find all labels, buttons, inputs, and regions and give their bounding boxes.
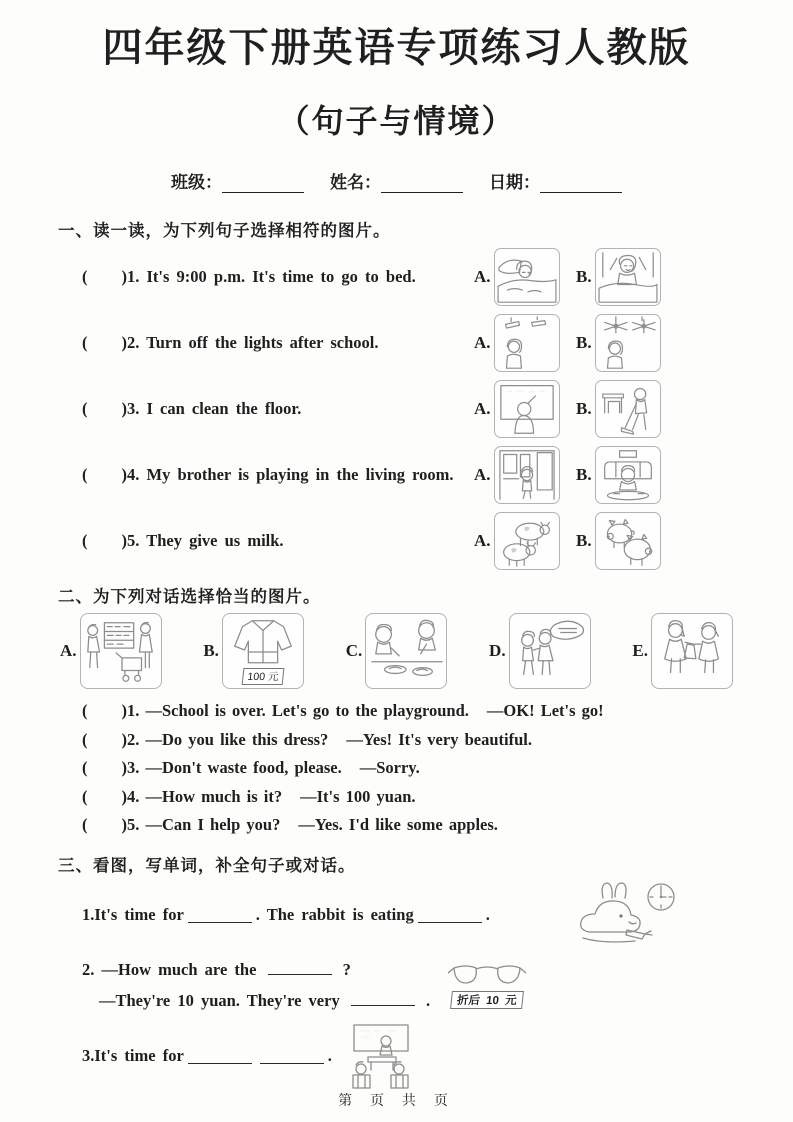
dialogue-question: —Don't waste food, please. [145, 758, 342, 777]
dialogue-number: 3. [127, 758, 140, 777]
section3-heading: 三、看图，写单词，补全句子或对话。 [58, 856, 356, 875]
dialogue-item-2 [58, 726, 735, 755]
boy-mopping-floor-icon [595, 380, 661, 438]
sentence-part: —How much are the [101, 959, 257, 979]
option-e [632, 613, 733, 689]
option-a [474, 248, 576, 306]
option-a [474, 314, 576, 372]
fill-in-blank [188, 1048, 252, 1064]
dialogue-answer: —It's 100 yuan. [300, 786, 416, 806]
dialogue-item-4 [58, 783, 735, 812]
girl-sleeping-in-bed-icon [494, 248, 560, 306]
question-sentence: I can clean the floor. [146, 399, 302, 418]
date-field [489, 168, 622, 193]
student-info-line [58, 168, 735, 193]
dialogue-answer: —Yes. I'd like some apples. [298, 815, 498, 834]
sentence-part: . [327, 1045, 332, 1065]
question-number: 1. [127, 267, 140, 286]
classroom-lesson-icon [342, 1020, 420, 1092]
option-c-label: C. [345, 641, 363, 660]
boy-standing-in-kitchen-icon [494, 446, 560, 504]
section3-item-1 [58, 880, 735, 950]
dialogue-answer: —Sorry. [359, 758, 420, 777]
option-b [203, 613, 304, 689]
name-blank [381, 176, 463, 193]
sentence-part: . The rabbit is eating [255, 904, 414, 924]
section2-heading: 二、为下列对话选择恰当的图片。 [58, 588, 321, 606]
section1-item-4 [58, 445, 735, 505]
dialogue-answer: —Yes! It's very beautiful. [346, 729, 532, 749]
section1-item-5 [58, 511, 735, 571]
sentence-part: . [425, 990, 431, 1010]
sunglasses-with-discount-tag-icon [448, 960, 526, 1009]
question-text [82, 333, 474, 353]
jacket-with-price-tag-icon [222, 613, 304, 689]
option-b [576, 380, 678, 438]
dialogue-question: —Do you like this dress? [145, 729, 329, 749]
question-sentence: It's 9:00 p.m. It's time to go to bed. [146, 267, 416, 286]
option-a [474, 380, 576, 438]
girl-looking-at-lights-on-icon [595, 314, 661, 372]
sentence-part: ? [342, 959, 351, 979]
girl-waking-up-stretching-icon [595, 248, 661, 306]
page-footer: 第 页 共 页 [338, 1092, 455, 1108]
girls-looking-at-dress-icon [651, 613, 733, 689]
answer-bracket: ( ) [82, 399, 127, 418]
dialogue-lines [82, 954, 430, 1016]
answer-bracket: ( ) [82, 267, 127, 286]
section2-dialogues [58, 697, 735, 840]
option-a [474, 446, 576, 504]
question-text [82, 399, 474, 419]
section1-item-3 [58, 379, 735, 439]
option-d [489, 613, 591, 689]
question-number: 5. [127, 531, 140, 550]
answer-bracket: ( ) [82, 815, 127, 834]
child-playing-in-living-room-icon [595, 446, 661, 504]
question-number: 3. [127, 399, 140, 418]
section2-options-row [58, 613, 735, 689]
answer-bracket: ( ) [82, 465, 127, 484]
class-blank [222, 176, 304, 193]
dialogue-question: —School is over. Let's go to the playground. [145, 701, 469, 720]
section1-heading: 一、读一读，为下列句子选择相符的图片。 [58, 222, 391, 240]
option-a-label: A. [474, 399, 491, 418]
option-c [346, 613, 448, 689]
option-a-label: A. [474, 531, 491, 550]
question-sentence: Turn off the lights after school. [146, 333, 379, 352]
item-number: 1. [82, 904, 95, 924]
section1-item-1 [58, 247, 735, 307]
question-sentence: My brother is playing in the living room. [146, 465, 454, 484]
answer-bracket: ( ) [82, 531, 127, 550]
answer-bracket: ( ) [82, 786, 127, 806]
dialogue-item-3 [58, 754, 735, 783]
sentence-part: It's time for [94, 1045, 184, 1065]
class-label: 班级： [171, 173, 222, 192]
question-sentence: They give us milk. [146, 531, 284, 550]
answer-bracket: ( ) [82, 758, 127, 777]
option-a [474, 512, 576, 570]
section1-item-2 [58, 313, 735, 373]
rabbit-eating-carrot-with-clock-icon [569, 880, 679, 950]
dialogue-question: —Can I help you? [145, 815, 281, 834]
fill-in-blank [268, 959, 332, 975]
shopping-in-supermarket-icon [80, 613, 162, 689]
name-field [330, 168, 463, 193]
sentence-part: . [485, 904, 490, 924]
option-b-label: B. [576, 531, 592, 550]
answer-bracket: ( ) [82, 701, 127, 720]
boy-writing-on-blackboard-icon [494, 380, 560, 438]
answer-bracket: ( ) [82, 333, 127, 352]
fill-in-blank [188, 907, 252, 923]
two-cows-icon [494, 512, 560, 570]
sentence-part: —They're 10 yuan. They're very [99, 990, 340, 1010]
section3-item-2 [58, 954, 735, 1016]
option-a [60, 613, 162, 689]
option-b-label: B. [576, 267, 592, 286]
sentence-part: It's time for [94, 904, 184, 924]
page-subtitle: （句子与情境） [277, 103, 516, 139]
option-a-label: A. [60, 641, 77, 660]
question-text [82, 267, 474, 287]
option-b-label: B. [576, 465, 592, 484]
item-number: 2. [82, 959, 95, 979]
price-tag: 100 元 [242, 668, 285, 685]
answer-bracket: ( ) [82, 729, 127, 749]
option-b [576, 248, 678, 306]
option-b [576, 314, 678, 372]
dialogue-number: 5. [127, 815, 140, 834]
fill-in-blank [260, 1048, 324, 1064]
dialogue-item-5 [58, 811, 735, 840]
option-a-label: A. [474, 465, 491, 484]
dialogue-number: 2. [127, 729, 140, 749]
option-e-label: E. [632, 641, 648, 660]
option-b [576, 512, 678, 570]
page-title: 四年级下册英语专项练习人教版 [102, 26, 691, 70]
option-a-label: A. [474, 267, 491, 286]
question-text [82, 465, 474, 485]
option-a-label: A. [474, 333, 491, 352]
dialogue-line [82, 985, 430, 1016]
children-walking-to-playground-icon [509, 613, 591, 689]
two-pigs-icon [595, 512, 661, 570]
dialogue-line [82, 954, 430, 985]
dialogue-question: —How much is it? [145, 786, 283, 806]
girl-looking-at-lights-off-icon [494, 314, 560, 372]
dialogue-number: 1. [127, 701, 140, 720]
question-text [82, 531, 474, 551]
option-d-label: D. [489, 641, 506, 660]
question-number: 2. [127, 333, 140, 352]
fill-in-blank [351, 990, 415, 1006]
option-b-label: B. [576, 333, 592, 352]
class-field [171, 168, 304, 193]
option-b-label: B. [203, 641, 219, 660]
section3-item-3 [58, 1020, 735, 1092]
option-b [576, 446, 678, 504]
fill-in-blank [418, 907, 482, 923]
option-b-label: B. [576, 399, 592, 418]
item-number: 3. [82, 1045, 95, 1065]
question-number: 4. [127, 465, 140, 484]
children-eating-at-table-icon [365, 613, 447, 689]
dialogue-number: 4. [127, 786, 140, 806]
name-label: 姓名： [330, 173, 381, 192]
dialogue-answer: —OK! Let's go! [486, 701, 604, 720]
dialogue-item-1 [58, 697, 735, 726]
date-blank [540, 176, 622, 193]
discount-tag: 折后 10 元 [450, 991, 524, 1009]
date-label: 日期： [489, 173, 540, 192]
